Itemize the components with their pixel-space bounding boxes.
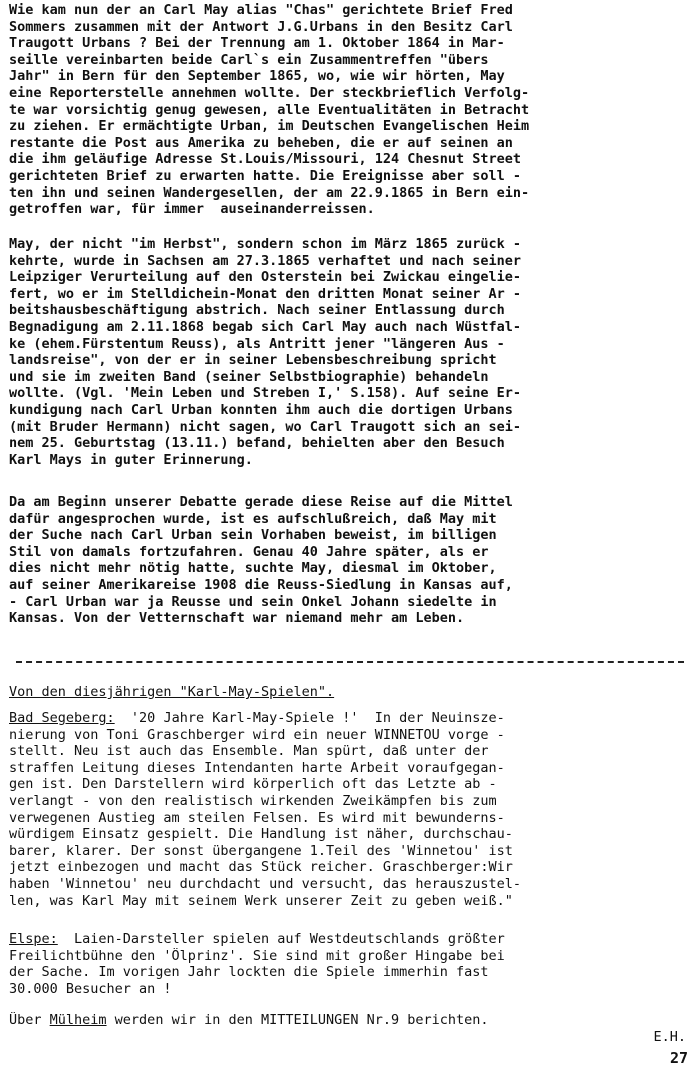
mulheim-paragraph: Über Mülheim werden wir in den MITTEILUNGEN Nr.9 berichten. — [9, 1012, 489, 1028]
signature-initials: E.H. — [653, 1029, 686, 1045]
p2-line: (mit Bruder Hermann) nicht sagen, wo Carl Traugott sich an sei- — [9, 418, 522, 435]
paragraph-may-arrest — [9, 236, 691, 468]
p1-line: Wie kam nun der an Carl May alias "Chas" gerichtete Brief Fred — [9, 2, 513, 18]
p2-line: beitshausbeschäftigung abstrich. Nach seiner Entlassung durch — [9, 302, 505, 319]
elspe-line: 30.000 Besucher an ! — [9, 980, 172, 997]
segeberg-line: barer, klarer. Der sonst übergangene 1.Teil des 'Winnetou' ist — [9, 842, 513, 859]
segeberg-line: stellt. Neu ist auch das Ensemble. Man spürt, daß unter der — [9, 743, 489, 760]
segeberg-line: verwegenen Austieg am steilen Felsen. Es wird mit bewunderns- — [9, 809, 505, 826]
p1-line: Traugott Urbans ? Bei der Trennung am 1. Oktober 1864 in Mar- — [9, 35, 505, 52]
segeberg-line: haben 'Winnetou' neu durchdacht und versucht, das herauszustel- — [9, 875, 522, 892]
p2-line: und sie im zweiten Band (seiner Selbstbiographie) behandeln — [9, 368, 489, 385]
p1-line: Sommers zusammen mit der Antwort J.G.Urbans in den Besitz Carl — [9, 18, 513, 35]
segeberg-label: Bad Segeberg: — [9, 710, 115, 726]
segeberg-line: verlangt - von den realistisch wirkenden Zweikämpfen bis zum — [9, 792, 497, 809]
segeberg-first-line: Bad Segeberg: '20 Jahre Karl-May-Spiele !' In der Neuinsze- — [9, 710, 505, 726]
p1-line: eine Reporterstelle annehmen wollte. Der steckbrieflich Verfolg- — [9, 84, 530, 101]
p1-line: ten ihn und seinen Wandergesellen, der am 22.9.1865 in Bern ein- — [9, 184, 530, 201]
p2-line: Leipziger Verurteilung auf den Osterstein bei Zwickau eingelie- — [9, 269, 522, 286]
p1-line: gerichteten Brief zu erwarten hatte. Die Ereignisse aber soll - — [9, 167, 522, 184]
mulheim-label: Mülheim — [49, 1012, 107, 1028]
segeberg-line: straffen Leitung dieses Intendanten harte Arbeit voraufgegan- — [9, 759, 505, 776]
p2-line: kehrte, wurde in Sachsen am 27.3.1865 verhaftet und nach seiner — [9, 252, 522, 269]
elspe-first-line: Elspe: Laien-Darsteller spielen auf Westdeutschlands größter — [9, 931, 505, 947]
segeberg-paragraph — [9, 710, 691, 909]
elspe-paragraph — [9, 931, 691, 997]
elspe-label: Elspe: — [9, 931, 58, 947]
elspe-line: der Sache. Im vorigen Jahr lockten die Spiele immerhin fast — [9, 964, 489, 981]
p2-line: May, der nicht "im Herbst", sondern schon im März 1865 zurück - — [9, 236, 522, 252]
dashed-separator — [16, 661, 684, 663]
segeberg-line: würdigem Einsatz gespielt. Die Handlung ist näher, durchschau- — [9, 826, 513, 843]
p3-line: dies nicht mehr nötig hatte, suchte May, diesmal im Oktober, — [9, 560, 497, 577]
p3-line: - Carl Urban war ja Reusse und sein Onkel Johann siedelte in — [9, 593, 497, 610]
p3-line: Kansas. Von der Vetternschaft war niemand mehr am Leben. — [9, 610, 465, 627]
p2-line: landsreise", von der er in seiner Lebensbeschreibung spricht — [9, 352, 497, 369]
p3-line: auf seiner Amerikareise 1908 die Reuss-Siedlung in Kansas auf, — [9, 576, 513, 593]
p1-line: restante die Post aus Amerika zu beheben, die er auf seinen an — [9, 134, 513, 151]
section-heading-text: Von den diesjährigen "Karl-May-Spielen". — [9, 684, 335, 700]
paragraph-journey — [9, 494, 691, 627]
p1-line: Jahr" in Bern für den September 1865, wo, wie wir hörten, May — [9, 68, 505, 85]
page-number: 27 — [669, 1049, 688, 1067]
p2-line: ke (ehem.Fürstentum Reuss), als Antritt jener "längeren Aus - — [9, 335, 505, 352]
p1-line: zu ziehen. Er ermächtigte Urban, im Deutschen Evangelischen Heim — [9, 118, 530, 135]
p2-line: wollte. (Vgl. 'Mein Leben und Streben I,' S.158). Auf seine Er- — [9, 385, 522, 402]
section-heading — [9, 684, 691, 701]
p1-line: getroffen war, für immer auseinanderreissen. — [9, 201, 375, 218]
p1-line: die ihm geläufige Adresse St.Louis/Missouri, 124 Chesnut Street — [9, 151, 522, 168]
p2-line: Begnadigung am 2.11.1868 begab sich Carl May auch nach Wüstfal- — [9, 318, 522, 335]
p3-line: der Suche nach Carl Urban sein Vorhaben beweist, im billigen — [9, 527, 497, 544]
segeberg-line: gen ist. Den Darstellern wird körperlich oft das Letzte ab - — [9, 776, 497, 793]
p2-line: Karl Mays in guter Erinnerung. — [9, 451, 253, 468]
p3-line: dafür angesprochen wurde, ist es aufschlußreich, daß May mit — [9, 510, 497, 527]
p3-line: Stil von damals fortzufahren. Genau 40 Jahre später, als er — [9, 543, 489, 560]
p3-line: Da am Beginn unserer Debatte gerade diese Reise auf die Mittel — [9, 494, 513, 510]
p1-line: te war vorsichtig genug gewesen, alle Eventualitäten in Betracht — [9, 101, 530, 118]
p2-line: fert, wo er im Stelldichein-Monat den dritten Monat seiner Ar - — [9, 285, 522, 302]
p2-line: nem 25. Geburtstag (13.11.) befand, behielten aber den Besuch — [9, 435, 505, 452]
segeberg-line: len, was Karl May mit seinem Werk unserer Zeit zu geben weiß." — [9, 892, 513, 909]
segeberg-line: jetzt einbezogen und macht das Stück reicher. Graschberger:Wir — [9, 859, 513, 876]
p1-line: seille vereinbarten beide Carl`s ein Zusammentreffen "übers — [9, 51, 489, 68]
p2-line: kundigung nach Carl Urban konnten ihm auch die dortigen Urbans — [9, 401, 513, 418]
paragraph-urban-letter — [9, 2, 691, 218]
elspe-line: Freilichtbühne den 'Ölprinz'. Sie sind mit großer Hingabe bei — [9, 947, 505, 964]
segeberg-line: nierung von Toni Graschberger wird ein neuer WINNETOU vorge - — [9, 726, 505, 743]
